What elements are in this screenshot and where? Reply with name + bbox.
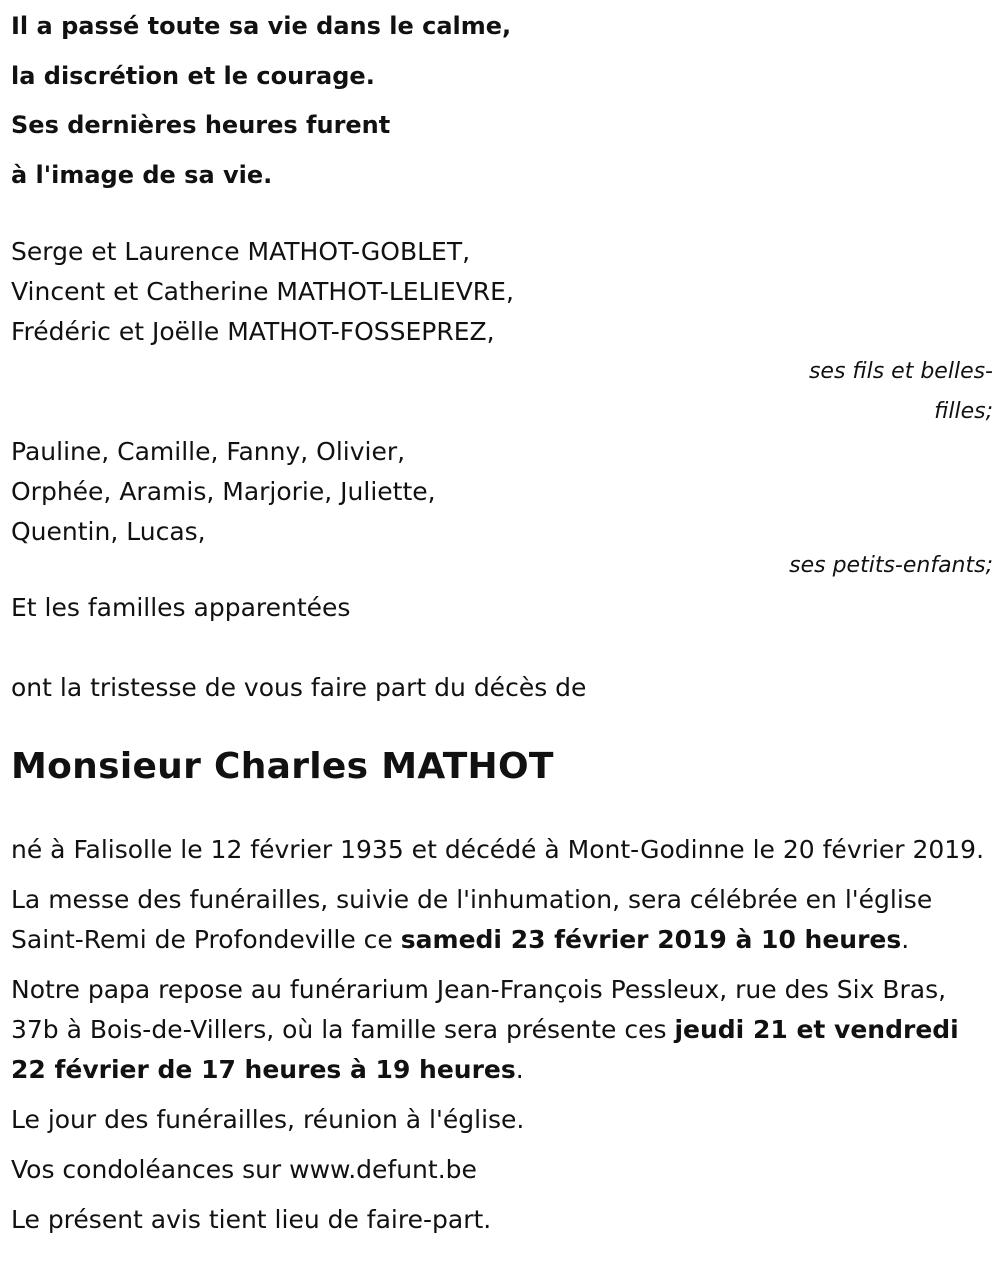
families-line: Et les familles apparentées <box>11 593 351 622</box>
visitation-end: . <box>515 1055 524 1084</box>
meeting-paragraph: Le jour des funérailles, réunion à l'église. <box>11 1105 525 1134</box>
son-couple: Serge et Laurence MATHOT-GOBLET, <box>11 237 471 266</box>
grandchildren-list <box>11 432 993 552</box>
sons-list <box>11 232 993 352</box>
visitation-paragraph <box>11 970 993 1090</box>
grandchildren-line: Pauline, Camille, Fanny, Olivier, <box>11 437 406 466</box>
poem-line: la discrétion et le courage. <box>11 61 375 90</box>
funeral-text: La messe des funérailles, suivie de l'inhumation, sera célébrée en l'église Saint-Remi de Profondeville ce <box>11 885 933 954</box>
obituary-notice <box>11 0 993 1250</box>
funeral-paragraph <box>11 880 993 960</box>
son-couple: Frédéric et Joëlle MATHOT-FOSSEPREZ, <box>11 317 495 346</box>
funeral-date: samedi 23 février 2019 à 10 heures <box>400 925 902 954</box>
announcement-line: ont la tristesse de vous faire part du décès de <box>11 673 587 702</box>
grandchildren-role: ses petits-enfants; <box>789 553 993 578</box>
funeral-end: . <box>901 925 910 954</box>
visitation-dates: jeudi 21 et vendredi 22 février de 17 heures à 19 heures <box>11 1015 959 1084</box>
opening-poem <box>11 6 993 204</box>
birth-death-paragraph: né à Falisolle le 12 février 1935 et décédé à Mont-Godinne le 20 février 2019. <box>11 835 985 864</box>
poem-line: Ses dernières heures furent <box>11 111 391 139</box>
poem-line: Il a passé toute sa vie dans le calme, <box>11 12 512 40</box>
grandchildren-line: Orphée, Aramis, Marjorie, Juliette, <box>11 477 436 506</box>
grandchildren-line: Quentin, Lucas, <box>11 517 206 546</box>
visitation-text: Notre papa repose au funérarium Jean-François Pessleux, rue des Six Bras, 37b à Bois-de-Villers, où la famille sera présente ces <box>11 975 947 1044</box>
sons-role: ses fils et belles-filles; <box>808 359 993 424</box>
poem-line: à l'image de sa vie. <box>11 160 273 189</box>
son-couple: Vincent et Catherine MATHOT-LELIEVRE, <box>11 277 514 306</box>
deceased-name: Monsieur Charles MATHOT <box>11 746 554 787</box>
notice-paragraph: Le présent avis tient lieu de faire-part. <box>11 1205 492 1234</box>
condolences-paragraph: Vos condoléances sur www.defunt.be <box>11 1155 477 1184</box>
